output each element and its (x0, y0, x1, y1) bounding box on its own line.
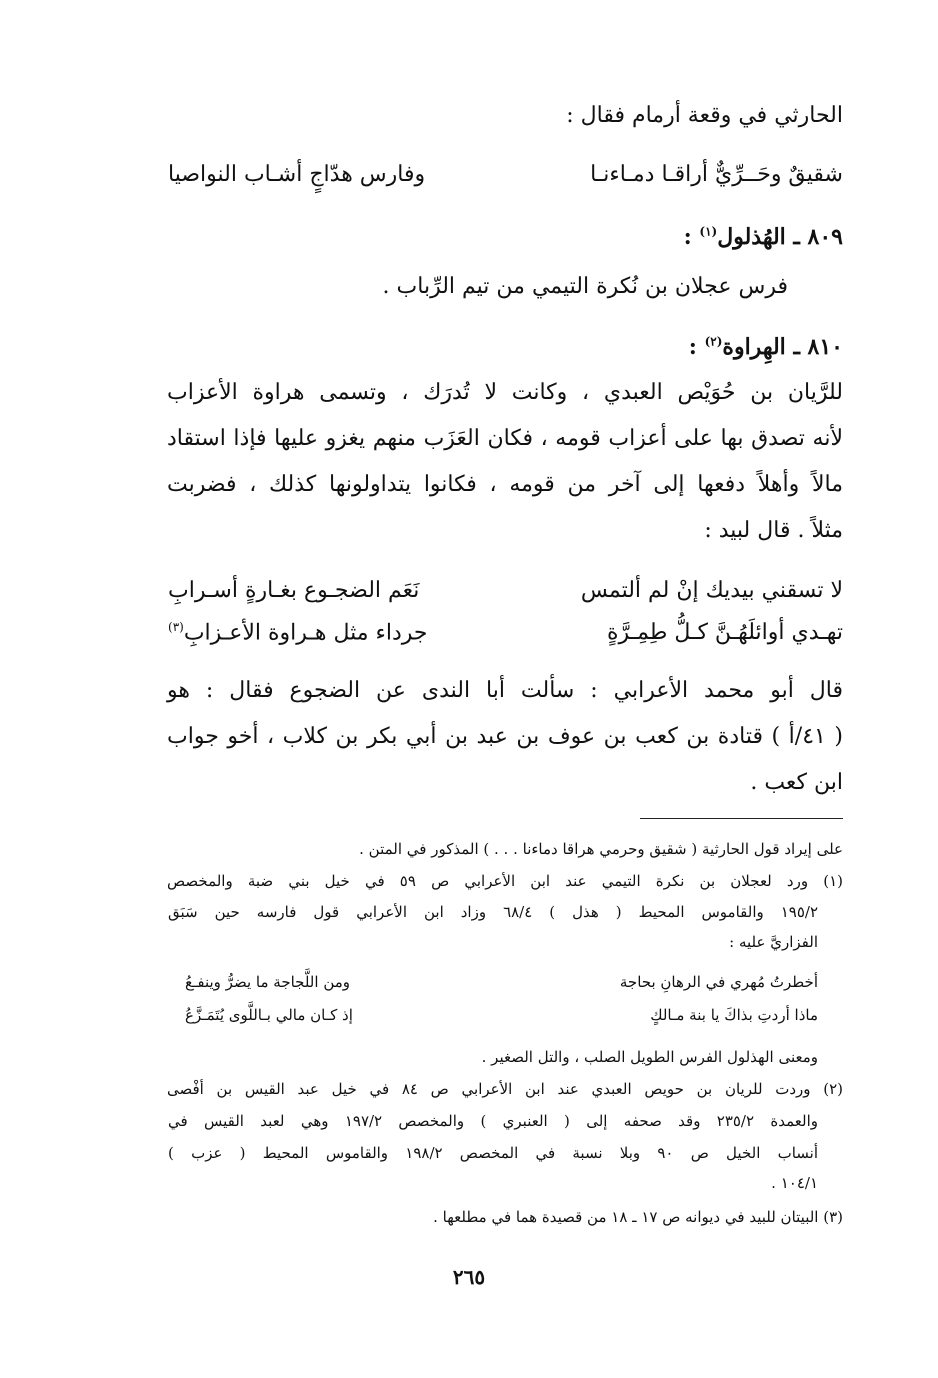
heading-colon: : (688, 334, 697, 360)
verse-text: جرداء مثل هـراوة الأعـزابِ (183, 620, 428, 646)
verse-hemistich-right: لا تسقني بيديك إنْ لم ألتمس (580, 578, 843, 603)
text-line: لأنه تصدق بها على أعزاب قومه ، فكان العَزَب منهم يغزو عليها فإذا استقاد (167, 426, 843, 451)
footnote-line: (٣) البيتان للبيد في ديوانه ص ١٧ ـ ١٨ من قصيدة هما في مطلعها . (433, 1208, 843, 1226)
footnote-line: ١٠٤/١ . (771, 1174, 818, 1192)
page-number: ٢٦٥ (452, 1265, 486, 1289)
text-line: قال أبو محمد الأعرابي : سألت أبا الندى عن الضجوع فقال : هو (167, 678, 843, 703)
text-line: مثلاً . قال لبيد : (704, 518, 843, 543)
footnote-verse-right: ماذا أردتِ بذاكَ يا بنة مـالكٍ (650, 1006, 818, 1024)
text-line: فرس عجلان بن نُكرة التيمي من تيم الرِّباب . (382, 274, 788, 299)
footnote-verse-left: ومن اللَّجاجة ما يضرُّ وينفـعُ (185, 973, 351, 991)
verse-hemistich-left: وفارس هدّاجٍ أشـاب النواصيا (168, 162, 426, 187)
verse-hemistich-right: تهـدي أوائلَهُـنَّ كـلُّ طِمِـرَّةٍ (607, 620, 843, 645)
text-line: ( ٤١/أ ) قتادة بن كعب بن عوف بن عبد بن أبي بكر بن كلاب ، أخو جواب (167, 724, 844, 749)
footnote-line: والعمدة ٢٣٥/٢ وقد صحفه إلى ( العنبري ) والمخصص ١٩٧/٢ وهي لعبد القيس في (168, 1112, 818, 1130)
heading-colon: : (683, 224, 692, 250)
text-line: ابن كعب . (750, 770, 843, 795)
footnote-separator (640, 818, 843, 819)
text-line: الحارثي في وقعة أرمام فقال : (566, 103, 843, 128)
verse-hemistich-right: شقيقٌ وحَــرِّيٌّ أراقـا دمـاءنـا (590, 162, 843, 187)
footnote-verse-left: إذ كـان مالي بـاللَّوى يُتَمَـزَّعُ (185, 1006, 353, 1024)
footnote-marker: (٢) (704, 334, 723, 349)
footnote-line: الفزاريَّ عليه : (729, 933, 818, 951)
text-line: للرَّيان بن حُوَيْص العبدي ، وكانت لا تُدرَك ، وتسمى هراوة الأعزاب (167, 380, 843, 405)
verse-hemistich-left: نَعَم الضجـوع بغـارةٍ أسـرابِ (168, 578, 420, 603)
footnote-line: ١٩٥/٢ والقاموس المحيط ( هذل ) ٦٨/٤ وزاد ابن الأعرابي قول فارسه حين سَبَق (168, 903, 818, 921)
entry-heading (684, 224, 843, 250)
footnote-line: ومعنى الهذلول الفرس الطويل الصلب ، والتل الصغير . (481, 1048, 818, 1066)
entry-heading (689, 334, 843, 360)
footnote-verse-right: أخطرتُ مُهري في الرهانِ بحاجة (619, 973, 818, 991)
footnote-marker: (١) (699, 224, 718, 239)
footnote-line: على إيراد قول الحارثية ( شقيق وحرمي هراقا دماءنا . . . ) المذكور في المتن . (359, 840, 843, 858)
text-line: مالاً وأهلاً دفعها إلى آخر من قومه ، فكانوا يتداولونها كذلك ، فضربت (167, 472, 843, 497)
footnote-marker: (٣) (168, 620, 184, 634)
footnote-line: (١) ورد لعجلان بن نكرة التيمي عند ابن الأعرابي ص ٥٩ في خيل بني ضبة والمخصص (167, 872, 843, 890)
footnote-line: أنساب الخيل ص ٩٠ وبلا نسبة في المخصص ١٩٨/٢ والقاموس المحيط ( عزب ) (168, 1144, 819, 1162)
footnote-line: (٢) وردت للريان بن حويص العبدي عند ابن الأعرابي ص ٨٤ في خيل عبد القيس بن أفْصى (167, 1080, 843, 1098)
entry-heading-text: ٨٠٩ ـ الهُذلول (717, 224, 843, 250)
entry-heading-text: ٨١٠ ـ الهِراوة (722, 334, 843, 360)
verse-hemistich-left (168, 620, 428, 645)
